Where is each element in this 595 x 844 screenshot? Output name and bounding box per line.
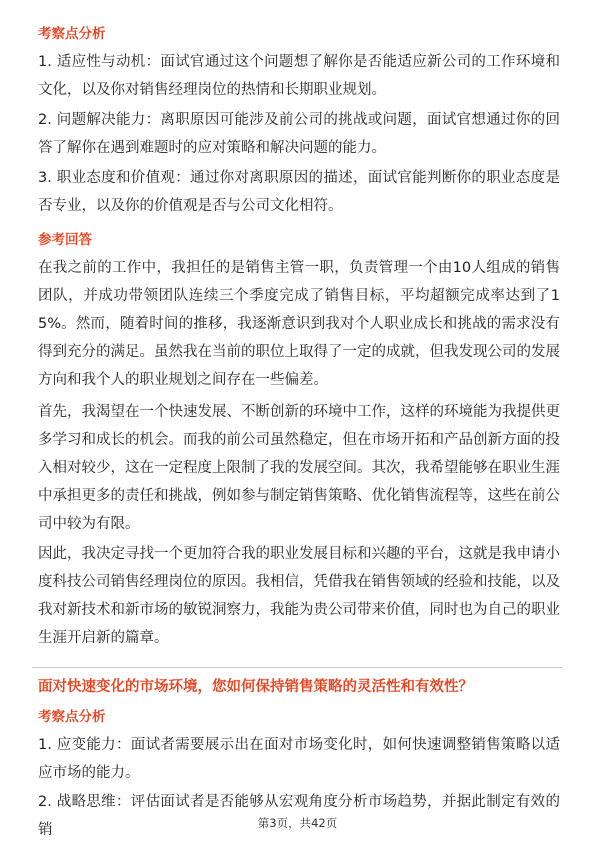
analysis-heading: 考察点分析 xyxy=(38,26,106,42)
analysis-item-5: 2. 战略思维：评估面试者是否能够从宏观角度分析市场趋势，并据此制定有效的销 xyxy=(38,794,560,838)
section-divider xyxy=(32,667,562,668)
answer-paragraph-3: 因此，我决定寻找一个更加符合我的职业发展目标和兴趣的平台，这就是我申请小度科技公司销售经理岗位的原因。我相信，凭借我在销售领域的经验和技能，以及我对新技术和新市场的敏锐洞察力，我能为贵公司带来价值，同时也为自己的职业生涯开启新的篇章。 xyxy=(38,546,560,646)
analysis-item-2: 2. 问题解决能力：离职原因可能涉及前公司的挑战或问题，面试官想通过你的回答了解你在遇到难题时的应对策略和解决问题的能力。 xyxy=(38,112,560,156)
analysis-heading-2: 考察点分析 xyxy=(38,709,106,725)
analysis-item-4: 1. 应变能力：面试者需要展示出在面对市场变化时，如何快速调整销售策略以适应市场的能力。 xyxy=(38,737,560,781)
answer-paragraph-2: 首先，我渴望在一个快速发展、不断创新的环境中工作，这样的环境能为我提供更多学习和成长的机会。而我的前公司虽然稳定，但在市场开拓和产品创新方面的投入相对较少，这在一定程度上限制了我的发展空间。其次，我希望能够在职业生涯中承担更多的责任和挑战，例如参与制定销售策略、优化销售流程等，这些在前公司中较为有限。 xyxy=(38,404,560,532)
analysis-item-3: 3. 职业态度和价值观：通过你对离职原因的描述，面试官能判断你的职业态度是否专业，以及你的价值观是否与公司文化相符。 xyxy=(38,170,560,214)
analysis-item-1: 1. 适应性与动机：面试官通过这个问题想了解你是否能适应新公司的工作环境和文化，以及你对销售经理岗位的热情和长期职业规划。 xyxy=(38,54,560,98)
page-number: 第3页，共42页 xyxy=(257,816,338,830)
interview-question: 面对快速变化的市场环境，您如何保持销售策略的灵活性和有效性？ xyxy=(38,679,473,695)
answer-heading: 参考回答 xyxy=(38,232,92,248)
answer-paragraph-1: 在我之前的工作中，我担任的是销售主管一职，负责管理一个由10人组成的销售团队，并成功带领团队连续三个季度完成了销售目标，平均超额完成率达到了15%。然而，随着时间的推移，我逐渐意识到我对个人职业成长和挑战的需求没有得到充分的满足。虽然我在当前的职位上取得了一定的成就，但我发现公司的发展方向和我个人的职业规划之间存在一些偏差。 xyxy=(38,260,560,388)
